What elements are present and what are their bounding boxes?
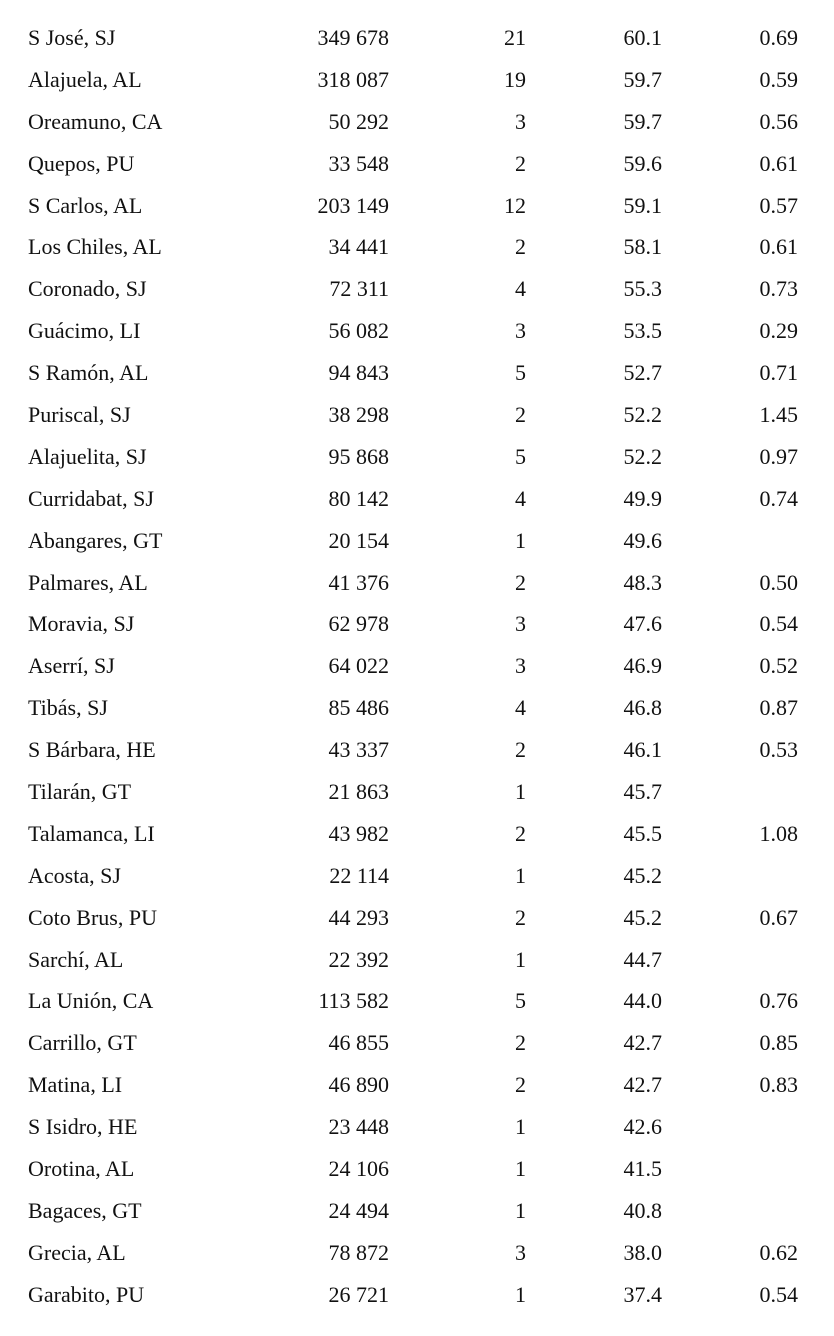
- rate-value: 46.9: [623, 653, 662, 679]
- count-value: 4: [515, 695, 526, 721]
- municipality-name: S Carlos, AL: [28, 192, 143, 218]
- table-row: [0, 1022, 834, 1064]
- population-value: 46 855: [328, 1030, 389, 1056]
- municipality-name: La Unión, CA: [28, 988, 154, 1014]
- table-row: [0, 645, 834, 687]
- municipality-name: Tilarán, GT: [28, 779, 132, 805]
- rate-value: 49.6: [623, 527, 662, 553]
- table-row: [0, 310, 834, 352]
- ratio-value: 0.83: [759, 1072, 798, 1098]
- ratio-value: 0.73: [759, 276, 798, 302]
- municipality-name: Sarchí, AL: [28, 946, 124, 972]
- population-value: 24 494: [328, 1197, 389, 1223]
- municipality-name: Grecia, AL: [28, 1239, 126, 1265]
- municipality-name: Coronado, SJ: [28, 276, 147, 302]
- ratio-value: 0.29: [759, 318, 798, 344]
- population-value: 78 872: [328, 1239, 389, 1265]
- table-row: [0, 185, 834, 227]
- rate-value: 45.2: [623, 904, 662, 930]
- municipality-name: Alajuela, AL: [28, 66, 142, 92]
- population-value: 95 868: [328, 443, 389, 469]
- rate-value: 52.2: [623, 443, 662, 469]
- population-value: 34 441: [328, 234, 389, 260]
- population-value: 20 154: [328, 527, 389, 553]
- table-row: [0, 436, 834, 478]
- table-row: [0, 729, 834, 771]
- table-row: [0, 352, 834, 394]
- population-value: 349 678: [317, 25, 389, 50]
- municipality-name: Oreamuno, CA: [28, 108, 163, 134]
- rate-value: 40.8: [623, 1197, 662, 1223]
- rate-value: 38.0: [623, 1239, 662, 1265]
- count-value: 4: [515, 485, 526, 511]
- ratio-value: 0.74: [759, 485, 798, 511]
- municipality-name: Carrillo, GT: [28, 1030, 137, 1056]
- municipality-name: Talamanca, LI: [28, 820, 155, 846]
- count-value: 1: [515, 1197, 526, 1223]
- count-value: 2: [515, 1030, 526, 1056]
- rate-value: 55.3: [623, 276, 662, 302]
- rate-value: 41.5: [623, 1156, 662, 1182]
- ratio-value: 0.61: [759, 234, 798, 260]
- municipality-name: Puriscal, SJ: [28, 402, 131, 428]
- municipality-name: Tibás, SJ: [28, 695, 108, 721]
- rate-value: 37.4: [623, 1281, 662, 1307]
- rate-value: 45.2: [623, 862, 662, 888]
- rate-value: 45.5: [623, 820, 662, 846]
- rate-value: 46.1: [623, 737, 662, 763]
- table-row: [0, 813, 834, 855]
- municipality-name: Guácimo, LI: [28, 318, 141, 344]
- ratio-value: 0.54: [759, 1281, 798, 1307]
- population-value: 203 149: [317, 192, 389, 218]
- population-value: 43 337: [328, 737, 389, 763]
- rate-value: 59.7: [623, 66, 662, 92]
- rate-value: 44.0: [623, 988, 662, 1014]
- count-value: 1: [515, 779, 526, 805]
- count-value: 2: [515, 1072, 526, 1098]
- table-row: [0, 1148, 834, 1190]
- ratio-value: 0.54: [759, 611, 798, 637]
- count-value: 2: [515, 737, 526, 763]
- population-value: 80 142: [328, 485, 389, 511]
- municipality-name: Palmares, AL: [28, 569, 148, 595]
- population-value: 22 392: [328, 946, 389, 972]
- rate-value: 58.1: [623, 234, 662, 260]
- municipality-name: Curridabat, SJ: [28, 485, 154, 511]
- population-value: 24 106: [328, 1156, 389, 1182]
- table-row: [0, 226, 834, 268]
- count-value: 2: [515, 234, 526, 260]
- count-value: 12: [504, 192, 526, 218]
- rate-value: 52.2: [623, 402, 662, 428]
- table-row: [0, 1190, 834, 1232]
- count-value: 1: [515, 946, 526, 972]
- population-value: 33 548: [328, 150, 389, 176]
- population-value: 23 448: [328, 1114, 389, 1140]
- ratio-value: 0.50: [759, 569, 798, 595]
- rate-value: 52.7: [623, 360, 662, 386]
- count-value: 19: [504, 66, 526, 92]
- population-value: 50 292: [328, 108, 389, 134]
- ratio-value: 0.69: [759, 25, 798, 50]
- ratio-value: 1.45: [759, 402, 798, 428]
- rate-value: 44.7: [623, 946, 662, 972]
- population-value: 62 978: [328, 611, 389, 637]
- rate-value: 42.7: [623, 1072, 662, 1098]
- population-value: 41 376: [328, 569, 389, 595]
- municipality-name: Abangares, GT: [28, 527, 163, 553]
- ratio-value: 0.97: [759, 443, 798, 469]
- municipality-name: Moravia, SJ: [28, 611, 135, 637]
- data-table: [0, 17, 834, 1316]
- count-value: 2: [515, 569, 526, 595]
- ratio-value: 0.53: [759, 737, 798, 763]
- population-value: 94 843: [328, 360, 389, 386]
- rate-value: 48.3: [623, 569, 662, 595]
- rate-value: 59.6: [623, 150, 662, 176]
- table-row: [0, 1106, 834, 1148]
- count-value: 3: [515, 1239, 526, 1265]
- population-value: 46 890: [328, 1072, 389, 1098]
- rate-value: 60.1: [623, 25, 662, 50]
- table-row: [0, 562, 834, 604]
- rate-value: 45.7: [623, 779, 662, 805]
- ratio-value: 0.56: [759, 108, 798, 134]
- population-value: 318 087: [317, 66, 389, 92]
- municipality-name: Bagaces, GT: [28, 1197, 142, 1223]
- table-row: [0, 143, 834, 185]
- rate-value: 46.8: [623, 695, 662, 721]
- population-value: 113 582: [318, 988, 389, 1014]
- population-value: 64 022: [328, 653, 389, 679]
- table-row: [0, 17, 834, 59]
- ratio-value: 0.67: [759, 904, 798, 930]
- municipality-name: S José, SJ: [28, 25, 116, 50]
- municipality-name: Quepos, PU: [28, 150, 135, 176]
- rate-value: 59.1: [623, 192, 662, 218]
- table-row: [0, 1274, 834, 1316]
- population-value: 21 863: [328, 779, 389, 805]
- count-value: 1: [515, 862, 526, 888]
- ratio-value: 0.87: [759, 695, 798, 721]
- count-value: 3: [515, 611, 526, 637]
- municipality-name: Matina, LI: [28, 1072, 123, 1098]
- ratio-value: 0.62: [759, 1239, 798, 1265]
- table-row: [0, 687, 834, 729]
- municipality-name: S Bárbara, HE: [28, 737, 156, 763]
- population-value: 38 298: [328, 402, 389, 428]
- table-row: [0, 855, 834, 897]
- population-value: 43 982: [328, 820, 389, 846]
- count-value: 5: [515, 988, 526, 1014]
- ratio-value: 0.52: [759, 653, 798, 679]
- rate-value: 59.7: [623, 108, 662, 134]
- municipality-name: Alajuelita, SJ: [28, 443, 147, 469]
- table-row: [0, 520, 834, 562]
- count-value: 1: [515, 1156, 526, 1182]
- ratio-value: 0.61: [759, 150, 798, 176]
- table-row: [0, 980, 834, 1022]
- count-value: 21: [504, 25, 526, 50]
- ratio-value: 0.57: [759, 192, 798, 218]
- rate-value: 42.7: [623, 1030, 662, 1056]
- municipality-name: Acosta, SJ: [28, 862, 121, 888]
- count-value: 2: [515, 150, 526, 176]
- count-value: 3: [515, 318, 526, 344]
- table-row: [0, 771, 834, 813]
- municipality-name: S Ramón, AL: [28, 360, 149, 386]
- municipality-name: Coto Brus, PU: [28, 904, 157, 930]
- table-row: [0, 268, 834, 310]
- rate-value: 49.9: [623, 485, 662, 511]
- municipality-name: Los Chiles, AL: [28, 234, 162, 260]
- table-row: [0, 394, 834, 436]
- ratio-value: 0.59: [759, 66, 798, 92]
- population-value: 22 114: [329, 862, 389, 888]
- count-value: 5: [515, 443, 526, 469]
- rate-value: 47.6: [623, 611, 662, 637]
- population-value: 44 293: [328, 904, 389, 930]
- count-value: 5: [515, 360, 526, 386]
- table-row: [0, 897, 834, 939]
- municipality-name: Garabito, PU: [28, 1281, 145, 1307]
- ratio-value: 0.71: [759, 360, 798, 386]
- ratio-value: 0.85: [759, 1030, 798, 1056]
- table-row: [0, 101, 834, 143]
- count-value: 2: [515, 402, 526, 428]
- population-value: 56 082: [328, 318, 389, 344]
- count-value: 2: [515, 820, 526, 846]
- municipality-name: Aserrí, SJ: [28, 653, 115, 679]
- municipality-name: S Isidro, HE: [28, 1114, 138, 1140]
- count-value: 1: [515, 527, 526, 553]
- population-value: 85 486: [328, 695, 389, 721]
- rate-value: 53.5: [623, 318, 662, 344]
- table-row: [0, 603, 834, 645]
- count-value: 1: [515, 1114, 526, 1140]
- count-value: 4: [515, 276, 526, 302]
- ratio-value: 0.76: [759, 988, 798, 1014]
- count-value: 3: [515, 653, 526, 679]
- count-value: 1: [515, 1281, 526, 1307]
- table-row: [0, 478, 834, 520]
- count-value: 3: [515, 108, 526, 134]
- ratio-value: 1.08: [759, 820, 798, 846]
- population-value: 26 721: [328, 1281, 389, 1307]
- table-row: [0, 939, 834, 981]
- table-row: [0, 1064, 834, 1106]
- count-value: 2: [515, 904, 526, 930]
- municipality-name: Orotina, AL: [28, 1156, 135, 1182]
- rate-value: 42.6: [623, 1114, 662, 1140]
- population-value: 72 311: [329, 276, 389, 302]
- table-row: [0, 1232, 834, 1274]
- table-row: [0, 59, 834, 101]
